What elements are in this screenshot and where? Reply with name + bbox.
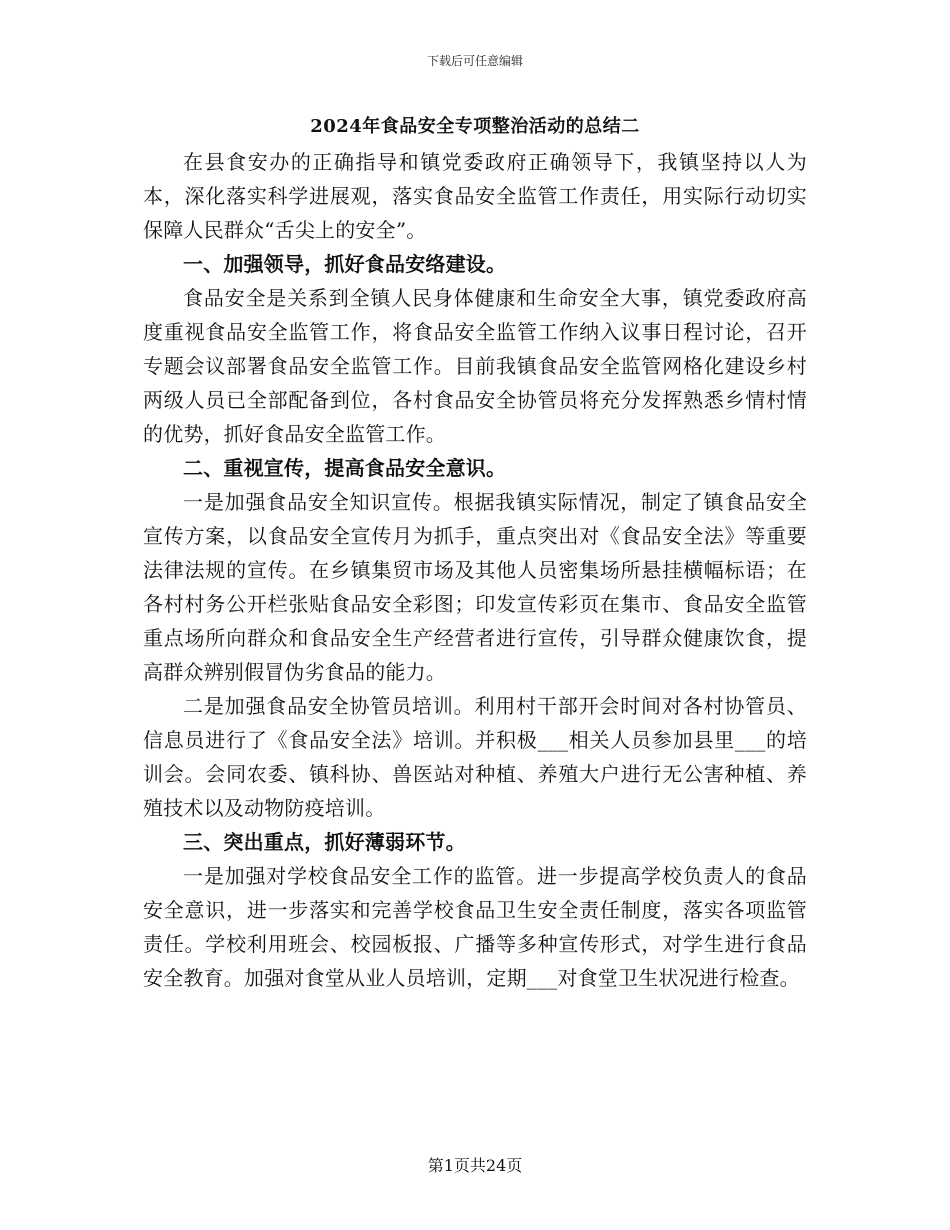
header-note: 下载后可任意编辑 [426,54,523,68]
page-footer: 第1页共24页 [427,1156,523,1175]
document-title: 2024年食品安全专项整治活动的总结二 [310,116,640,137]
paragraph-intro: 在县食安办的正确指导和镇党委政府正确领导下，我镇坚持以人为本，深化落实科学进展观，落实食品安全监管工作责任，用实际行动切实保障人民群众“舌尖上的安全”。 [143,150,807,242]
paragraph-section-1: 食品安全是关系到全镇人民身体健康和生命安全大事，镇党委政府高度重视食品安全监管工作，将食品安全监管工作纳入议事日程讨论，召开专题会议部署食品安全监管工作。目前我镇食品安全监管网格化建设乡村两级人员已全部配备到位，各村食品安全协管员将充分发挥熟悉乡情村情的优势，抓好食品安全监管工作。 [143,286,807,446]
section-heading-3: 三、突出重点，抓好薄弱环节。 [183,830,466,854]
paragraph-section-3a: 一是加强对学校食品安全工作的监管。进一步提高学校负责人的食品安全意识，进一步落实和完善学校食品卫生安全责任制度，落实各项监管责任。学校利用班会、校园板报、广播等多种宣传形式，对学生进行食品安全教育。加强对食堂从业人员培训，定期___对食堂卫生状况进行检查。 [143,864,807,990]
section-heading-1: 一、加强领导，抓好食品安络建设。 [183,252,507,276]
section-heading-2: 二、重视宣传，提高食品安全意识。 [183,456,507,480]
document-body [143,110,807,995]
paragraph-section-2b: 二是加强食品安全协管员培训。利用村干部开会时间对各村协管员、信息员进行了《食品安全法》培训。并积极___相关人员参加县里___的培训会。会同农委、镇科协、兽医站对种植、养殖大户进行无公害种植、养殖技术以及动物防疫培训。 [143,694,807,820]
paragraph-section-2a: 一是加强食品安全知识宣传。根据我镇实际情况，制定了镇食品安全宣传方案，以食品安全宣传月为抓手，重点突出对《食品安全法》等重要法律法规的宣传。在乡镇集贸市场及其他人员密集场所悬挂横幅标语；在各村村务公开栏张贴食品安全彩图；印发宣传彩页在集市、食品安全监管重点场所向群众和食品安全生产经营者进行宣传，引导群众健康饮食，提高群众辨别假冒伪劣食品的能力。 [143,490,807,684]
